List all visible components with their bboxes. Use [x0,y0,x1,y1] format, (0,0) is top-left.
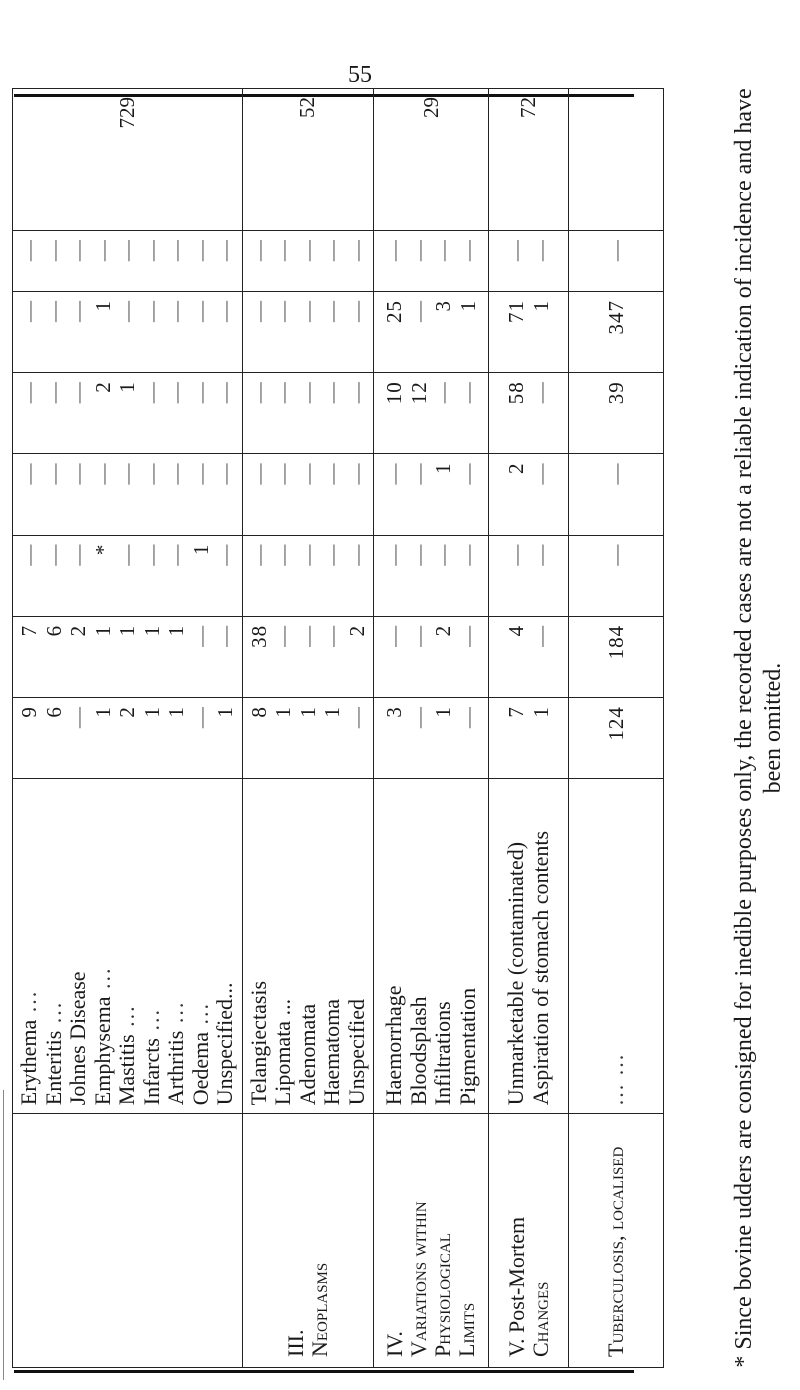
value: — [320,543,344,566]
category-label: Variations within [406,1201,431,1357]
leader-dots: ... [114,1004,139,1035]
value: — [406,543,431,566]
value: 3 [382,706,406,718]
value: — [66,300,90,323]
value: 347 [603,300,628,335]
value: — [271,239,295,262]
value: — [164,462,188,485]
condition-name: Unmarketable (contaminated) [503,841,528,1106]
value: — [213,624,237,647]
value: — [213,543,237,566]
condition-name: Infiltrations [430,1001,455,1106]
leader-dots: ... ... [602,1052,628,1106]
value: 1 [164,624,188,637]
category-label: V. Post-Mortem [503,1216,529,1357]
value: — [382,239,406,262]
condition-label [431,787,456,1105]
group-total [569,89,664,231]
value: — [41,462,66,485]
value: — [320,462,344,485]
value: — [66,706,90,729]
value: — [295,624,320,647]
condition-name: Oedema [187,1031,213,1106]
condition-label [296,787,321,1105]
condition-label [320,787,345,1105]
value: 1 [213,706,237,718]
condition-name: Emphysema [89,996,115,1106]
value: — [431,543,455,566]
value: 8 [246,706,271,718]
value-cell [569,535,664,616]
value: 1 [188,543,213,556]
leader-dots: ... [89,966,115,997]
value: — [431,381,455,404]
value: — [382,462,406,485]
value-cell [374,616,489,697]
value: — [139,300,164,323]
value-cell [242,292,374,373]
value: — [90,239,115,262]
value-cell [569,616,664,697]
value: 38 [246,624,271,648]
group-total: 729 [13,89,243,231]
group-total: 72 [489,89,569,231]
value: — [188,462,213,485]
condition-label [382,787,407,1105]
condition-label [456,787,481,1105]
value: — [504,543,528,566]
condition-label [115,787,140,1105]
category-label: IV. [382,1331,407,1357]
value: 2 [344,624,369,637]
value: — [188,300,213,323]
value: — [528,239,553,262]
value: — [320,300,344,323]
value: * [90,543,115,556]
category-label: Limits [454,1302,479,1357]
value-cell [13,231,243,292]
condition-name: Arthritis [163,1030,188,1106]
value: — [17,543,41,566]
rotated-table-wrapper [12,88,632,1368]
value-cell [242,535,374,616]
value: — [603,239,628,262]
value: 1 [528,300,553,312]
condition-name: Unspecified [343,998,369,1106]
value: 184 [603,624,628,660]
margin-line [3,1090,4,1380]
leader-dots: ... [138,1008,164,1039]
condition-label [164,787,189,1105]
value: 12 [406,381,431,405]
category-label: Tuberculosis, localised [603,1146,628,1357]
condition-label [271,787,296,1105]
condition-name: Aspiration of stomach contents [527,830,553,1106]
value-cell [374,454,489,535]
value: — [139,462,164,485]
condition-name: Haemorrhage [381,985,406,1106]
condition-name: Bloodsplash [405,996,431,1106]
value-cell [374,292,489,373]
leader-dots: ... [163,1000,188,1031]
value: — [295,300,320,323]
value-cell [374,698,489,779]
value: 39 [603,381,628,405]
condition-name: Enteritis [40,1030,66,1106]
value: 7 [504,706,528,718]
value: — [603,462,628,485]
value-cell [489,454,569,535]
leader-dots: ... [187,1001,213,1032]
value-cell [489,616,569,697]
condition-label [91,787,116,1105]
value-cell [569,698,664,779]
value-cell [569,373,664,454]
value: — [17,462,41,485]
condition-name: Haematoma [319,998,344,1106]
condition-label [604,787,629,1105]
condition-name: Lipomata ... [270,998,295,1106]
category-label: Changes [527,1281,553,1357]
value: — [455,706,480,729]
category-cell [569,1114,664,1368]
group-row [374,89,489,1368]
value: — [246,300,271,323]
value: — [344,239,369,262]
footnote: * Since bovine udders are consigned for inedible purposes only, the recorded cases are not a reliable indication of incidence and have been omitted. [731,88,786,1368]
value: — [504,239,528,262]
group-row [242,89,374,1368]
value: 2 [90,381,115,393]
condition-label [247,787,272,1105]
value: 6 [41,706,66,718]
value: — [528,462,553,485]
value: 1 [139,624,164,637]
value: 9 [17,706,41,718]
condition-label [504,787,529,1105]
value: — [139,543,164,566]
value: — [406,239,431,262]
value: — [271,381,295,404]
value: 2 [66,624,90,637]
value: — [213,300,237,323]
value: — [66,239,90,262]
inspection-table [12,88,664,1368]
value-cell [489,292,569,373]
value: — [344,706,369,729]
value: — [17,239,41,262]
value: — [320,239,344,262]
condition-label [345,787,370,1105]
value: — [271,300,295,323]
value: — [115,300,139,323]
value: — [406,300,431,323]
value: 1 [528,706,553,718]
value-cell [489,231,569,292]
condition-cell [489,779,569,1114]
group-row [13,89,243,1368]
value: 1 [90,624,115,637]
value: — [344,543,369,566]
value: — [431,239,455,262]
value: — [406,706,431,729]
value-cell [569,231,664,292]
category-label: Physiological [430,1233,455,1357]
value: 2 [431,624,455,637]
value: — [90,462,115,485]
value: — [246,239,271,262]
value: — [295,543,320,566]
condition-name: Adenomata [294,1003,320,1106]
value: 1 [115,381,139,393]
condition-cell [242,779,374,1114]
condition-label [140,787,165,1105]
value: 1 [455,300,480,312]
value: 124 [603,706,628,741]
condition-label [42,787,67,1105]
value: 2 [115,706,139,718]
value: 25 [382,300,406,324]
value: — [246,381,271,404]
value: 1 [271,706,295,718]
condition-cell [374,779,489,1114]
value: — [115,543,139,566]
group-total: 29 [374,89,489,231]
condition-name: Erythema [16,1019,41,1106]
value: — [213,381,237,404]
value-cell [374,535,489,616]
value-cell [242,454,374,535]
value: — [406,624,431,647]
value: — [17,300,41,323]
condition-name: Telangiectasis [245,980,271,1106]
value: 3 [431,300,455,312]
group-total: 52 [242,89,374,231]
category-cell [13,1114,243,1368]
value: 71 [504,300,528,324]
value: — [41,300,66,323]
value: — [139,381,164,404]
value: — [41,239,66,262]
value: 1 [139,706,164,718]
value-cell [489,373,569,454]
condition-name: Unspecified... [212,982,237,1106]
condition-cell [13,779,243,1114]
value-cell [13,616,243,697]
value: 1 [295,706,320,718]
value: — [271,624,295,647]
value: — [455,543,480,566]
value: — [344,462,369,485]
value: 1 [115,624,139,637]
value-cell [13,373,243,454]
value-cell [13,454,243,535]
value: — [320,381,344,404]
condition-name: Infarcts [138,1038,164,1106]
value: 2 [504,462,528,474]
value: — [382,543,406,566]
condition-label [529,787,554,1105]
leader-dots: ... [16,989,41,1020]
value-cell [242,231,374,292]
category-label: Neoplasms [306,1262,332,1357]
value: — [66,543,90,566]
condition-label [17,787,42,1105]
value: — [295,462,320,485]
condition-cell [569,779,664,1114]
value: — [188,381,213,404]
value: — [455,239,480,262]
value-cell [13,535,243,616]
condition-label [66,787,91,1105]
condition-name: Johnes Disease [65,971,90,1106]
page-number: 55 [348,62,372,88]
category-cell [374,1114,489,1368]
value: — [528,381,553,404]
value: — [188,624,213,647]
value-cell [242,373,374,454]
value: — [344,300,369,323]
value: 1 [90,300,115,312]
category-cell [489,1114,569,1368]
value: 10 [382,381,406,405]
value: 1 [164,706,188,718]
condition-label [213,787,238,1105]
value: 4 [504,624,528,637]
value: 1 [431,462,455,474]
value: — [41,381,66,404]
value-cell [374,373,489,454]
value: 58 [504,381,528,405]
table-bottom-rule [14,1370,634,1373]
value-cell [242,698,374,779]
category-cell [242,1114,374,1368]
value: — [455,462,480,485]
value: — [188,239,213,262]
value: — [139,239,164,262]
value: — [406,462,431,485]
group-row [489,89,569,1368]
value: — [246,543,271,566]
value-cell [569,292,664,373]
condition-label [407,787,432,1105]
value: — [295,381,320,404]
value: — [115,462,139,485]
value-cell [374,231,489,292]
value: — [66,462,90,485]
value: — [164,543,188,566]
value: 1 [320,706,344,718]
value: — [246,462,271,485]
value: — [295,239,320,262]
value: 1 [431,706,455,718]
value: — [528,624,553,647]
value: — [188,706,213,729]
condition-name: Pigmentation [454,987,480,1106]
value: 6 [41,624,66,637]
value: — [455,624,480,647]
condition-label [189,787,214,1105]
value-cell [569,454,664,535]
value: — [344,381,369,404]
value: — [17,381,41,404]
table-body [13,89,664,1368]
value: — [164,300,188,323]
value: — [41,543,66,566]
value: — [271,543,295,566]
value: — [164,381,188,404]
value: 7 [17,624,41,637]
value: — [66,381,90,404]
value-cell [489,698,569,779]
value-cell [13,292,243,373]
value-cell [242,616,374,697]
category-label: III. [282,1329,308,1357]
value: — [271,462,295,485]
value: — [320,624,344,647]
value-cell [13,698,243,779]
leader-dots: ... [40,1000,66,1031]
value: — [213,462,237,485]
value: — [213,239,237,262]
group-row [569,89,664,1368]
value: — [455,381,480,404]
value-cell [489,535,569,616]
value: — [382,624,406,647]
condition-name: Mastitis [114,1034,139,1106]
value: — [115,239,139,262]
value: — [528,543,553,566]
value: — [603,543,628,566]
value: — [164,239,188,262]
value: 1 [90,706,115,718]
